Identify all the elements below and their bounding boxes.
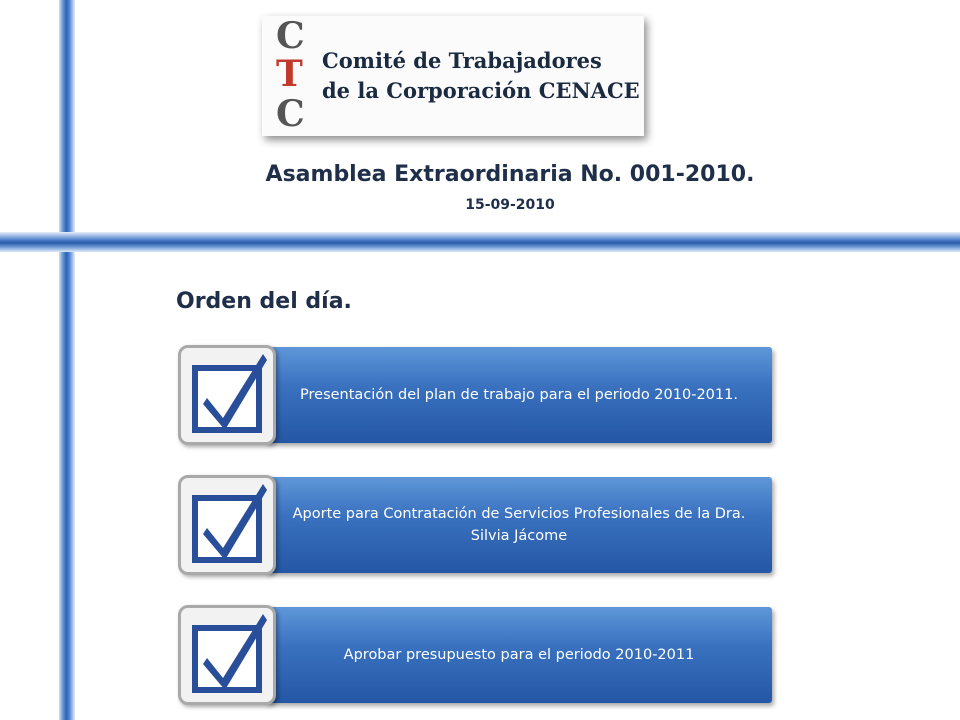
- agenda-item-bar: [266, 477, 772, 573]
- agenda-item: [178, 475, 774, 575]
- agenda-heading: Orden del día.: [176, 289, 352, 314]
- horizontal-frame-line: [0, 232, 960, 252]
- agenda-item-text: Aprobar presupuesto para el periodo 2010-2011: [343, 647, 695, 663]
- ctc-logo: [262, 16, 644, 136]
- agenda-item: [178, 345, 774, 445]
- agenda-item: [178, 605, 774, 705]
- page-title: Asamblea Extraordinaria No. 001-2010.: [265, 162, 755, 187]
- logo-line-2: de la Corporación CENACE: [322, 78, 640, 103]
- vertical-frame-line: [59, 0, 75, 720]
- checkbox-checked-icon: [178, 345, 276, 445]
- logo-monogram: C T C: [276, 15, 305, 135]
- logo-text: [314, 46, 640, 106]
- logo-line-1: Comité de Trabajadores: [322, 48, 602, 73]
- agenda-item-bar: [266, 347, 772, 443]
- meeting-date: 15-09-2010: [465, 197, 555, 213]
- agenda-item-bar: [266, 607, 772, 703]
- checkbox-checked-icon: [178, 475, 276, 575]
- agenda-item-text: Presentación del plan de trabajo para el periodo 2010-2011.: [300, 387, 738, 403]
- agenda-item-text: Aporte para Contratación de Servicios Profesionales de la Dra. Silvia Jácome: [292, 506, 746, 544]
- checkbox-checked-icon: [178, 605, 276, 705]
